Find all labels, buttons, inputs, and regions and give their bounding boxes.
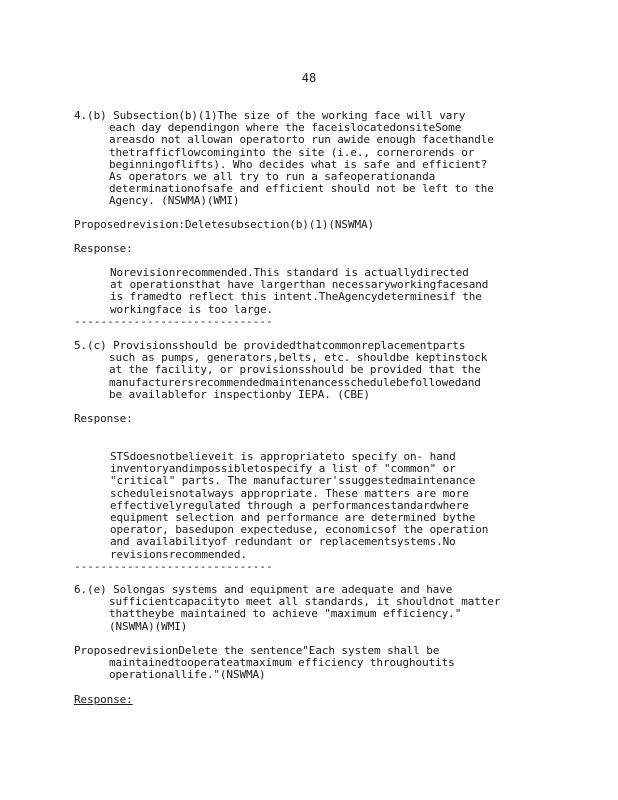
comment-line: determinationofsafe and efficient should not be left to the bbox=[109, 183, 494, 196]
response-heading: Response: bbox=[74, 694, 133, 706]
response-line: scheduleisnotalways appropriate. These matters are more bbox=[110, 487, 469, 500]
comment-line: 6.(e) Solongas systems and equipment are adequate and have bbox=[74, 584, 453, 596]
proposed-line: operationallife."(NSWMA) bbox=[109, 669, 266, 682]
response-label-3 bbox=[74, 694, 554, 706]
response-2 bbox=[110, 451, 554, 561]
comment-line: manufacturersrecommendedmaintenancesschedulebefollowedand bbox=[109, 376, 481, 389]
proposed-revision-1 bbox=[74, 219, 554, 231]
page-number: 48 bbox=[301, 71, 317, 85]
separator-line: ------------------------------ bbox=[74, 560, 273, 573]
comment-line: thattheybe maintained to achieve "maximum efficiency." bbox=[109, 608, 462, 621]
proposed-line: maintainedtooperateatmaximum efficiency throughoutits bbox=[109, 657, 455, 670]
proposed-line: ProposedrevisionDelete the sentence"Each system shall be bbox=[74, 645, 440, 657]
comment-5c bbox=[74, 340, 554, 401]
response-label-1 bbox=[74, 243, 554, 255]
comment-line: at the facility, or provisionsshould be provided that the bbox=[109, 364, 481, 377]
response-heading: Response: bbox=[74, 413, 133, 425]
comment-4b bbox=[74, 110, 554, 208]
comment-line: be availablefor inspectionby IEPA. (CBE) bbox=[109, 388, 370, 401]
comment-line: (NSWMA)(WMI) bbox=[109, 620, 188, 633]
response-line: effectivelyregulated through a performancestandardwhere bbox=[110, 499, 469, 512]
response-line: inventoryandimpossibletospecify a list of "common" or bbox=[110, 463, 456, 476]
response-line: Norevisionrecommended.This standard is actuallydirected bbox=[110, 267, 469, 279]
comment-line: Agency. (NSWMA)(WMI) bbox=[109, 195, 240, 208]
response-line: and availabilityof redundant or replacementsystems.No bbox=[110, 536, 456, 549]
comment-6e bbox=[74, 584, 554, 633]
response-1 bbox=[110, 267, 554, 316]
response-line: STSdoesnotbelieveit is appropriateto specify on- hand bbox=[110, 451, 456, 463]
comment-line: beginningoflifts). Who decides what is safe and efficient? bbox=[109, 158, 488, 171]
comment-line: 4.(b) Subsection(b)(1)The size of the working face will vary bbox=[74, 110, 466, 122]
response-label-2 bbox=[74, 413, 554, 425]
response-line: is framedto reflect this intent.TheAgencydeterminesif the bbox=[110, 291, 482, 304]
response-line: operator, basedupon expecteduse, economicsof the operation bbox=[110, 524, 489, 537]
comment-line: As operators we all try to run a safeoperationanda bbox=[109, 171, 436, 184]
comment-line: each day dependingon where the faceislocatedonsiteSome bbox=[109, 122, 462, 135]
proposed-line: Proposedrevision:Deletesubsection(b)(1)(NSWMA) bbox=[74, 219, 375, 231]
response-line: at operationsthat have largerthan necessaryworkingfacesand bbox=[110, 279, 489, 292]
response-line: equipment selection and performance are determined bythe bbox=[110, 512, 476, 525]
comment-line: such as pumps, generators,belts, etc. shouldbe keptinstock bbox=[109, 352, 488, 365]
response-line: revisionsrecommended. bbox=[110, 548, 247, 561]
comment-line: areasdo not allowan operatorto run awide enough facethandle bbox=[109, 134, 494, 147]
response-line: workingface is too large. bbox=[110, 303, 274, 316]
response-heading: Response: bbox=[74, 243, 133, 255]
response-line: "critical" parts. The manufacturer'ssuggestedmaintenance bbox=[110, 475, 476, 488]
comment-line: thetrafficflowcominginto the site (i.e., cornerorends or bbox=[109, 146, 475, 159]
comment-line: sufficientcapacityto meet all standards, it shouldnot matter bbox=[109, 596, 501, 609]
comment-line: 5.(c) Provisionsshould be providedthatcommonreplacementparts bbox=[74, 340, 466, 352]
proposed-revision-2 bbox=[74, 645, 554, 682]
separator-line: ------------------------------ bbox=[74, 315, 273, 328]
